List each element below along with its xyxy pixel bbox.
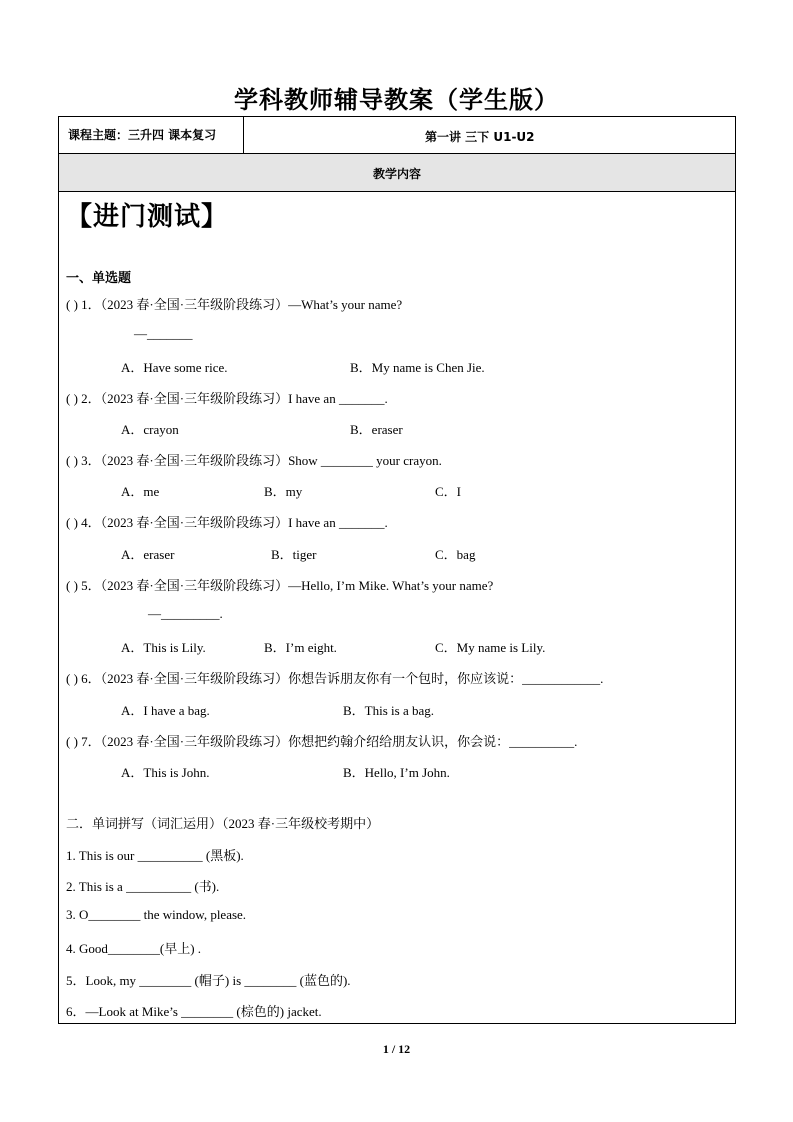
q6-option-b: B．This is a bag.: [343, 703, 434, 718]
header-divider: [243, 117, 244, 153]
question-3: ( ) 3．（2023 春·全国·三年级阶段练习）Show ________ your crayon.: [66, 453, 442, 468]
question-5: ( ) 5．（2023 春·全国·三年级阶段练习）—Hello, I’m Mike. What’s your name?: [66, 578, 494, 593]
question-7: ( ) 7．（2023 春·全国·三年级阶段练习）你想把约翰介绍给朋友认识，你会说：__________.: [66, 734, 578, 749]
spelling-item-3: 3. O________ the window, please.: [66, 907, 247, 922]
q5-option-b: B．I’m eight.: [264, 640, 337, 655]
page-number: 1 / 12: [382, 1042, 411, 1056]
spelling-item-1: 1. This is our __________ (黑板).: [66, 848, 244, 863]
q1-option-b: B．My name is Chen Jie.: [350, 360, 485, 375]
lecture-title: 第一讲 三下 U1-U2: [425, 130, 535, 144]
question-4: ( ) 4．（2023 春·全国·三年级阶段练习）I have an _______.: [66, 515, 388, 530]
spelling-item-2: 2. This is a __________ (书).: [66, 879, 220, 894]
q3-option-a: A．me: [121, 484, 160, 499]
q6-option-a: A．I have a bag.: [121, 703, 210, 718]
q3-option-b: B．my: [264, 484, 303, 499]
question-1-answer-line: —_______: [134, 326, 193, 341]
q7-option-b: B．Hello, I’m John.: [343, 765, 450, 780]
spelling-item-5: 5．Look, my ________ (帽子) is ________ (蓝色的).: [66, 973, 351, 988]
spelling-item-4: 4. Good________(早上) .: [66, 941, 202, 956]
q4-option-b: B．tiger: [271, 547, 317, 562]
q5-option-c: C．My name is Lily.: [435, 640, 546, 655]
q5-option-a: A．This is Lily.: [121, 640, 206, 655]
spelling-item-6: 6．—Look at Mike’s ________ (棕色的) jacket.: [66, 1004, 322, 1019]
q2-option-b: B．eraser: [350, 422, 403, 437]
q4-option-c: C．bag: [435, 547, 476, 562]
entry-test-heading: 【进门测试】: [66, 202, 229, 232]
question-6: ( ) 6．（2023 春·全国·三年级阶段练习）你想告诉朋友你有一个包时，你应该说：____________.: [66, 671, 604, 686]
teaching-content-label: 教学内容: [372, 167, 421, 181]
course-topic: 课程主题：三升四 课本复习: [68, 128, 217, 142]
q4-option-a: A．eraser: [121, 547, 175, 562]
q2-option-a: A．crayon: [121, 422, 179, 437]
section2-heading: 二．单词拼写（词汇运用）（2023 春·三年级校考期中）: [66, 816, 380, 831]
document-title: 学科教师辅导教案（学生版）: [234, 86, 559, 114]
row-divider: [59, 191, 735, 192]
q7-option-a: A．This is John.: [121, 765, 210, 780]
question-5-answer-line: —_________.: [148, 606, 223, 621]
question-2: ( ) 2．（2023 春·全国·三年级阶段练习）I have an _______.: [66, 391, 388, 406]
q3-option-c: C．I: [435, 484, 462, 499]
question-1: ( ) 1．（2023 春·全国·三年级阶段练习）—What’s your name?: [66, 297, 403, 312]
section1-heading: 一、单选题: [66, 271, 132, 286]
q1-option-a: A．Have some rice.: [121, 360, 228, 375]
